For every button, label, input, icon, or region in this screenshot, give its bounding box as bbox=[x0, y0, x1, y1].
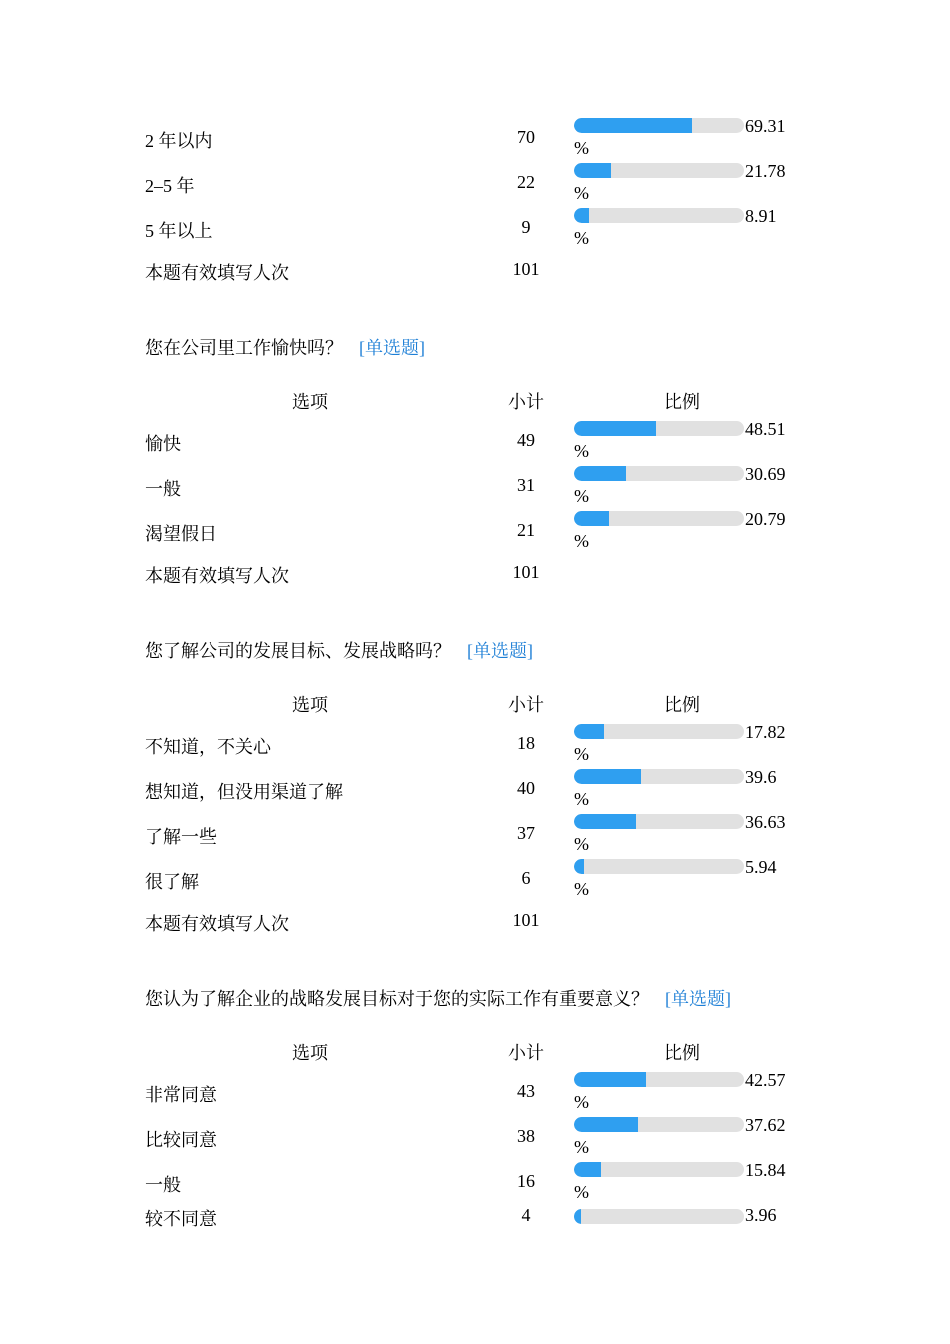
header-ratio: 比例 bbox=[664, 1043, 700, 1063]
ratio-bar bbox=[574, 1072, 744, 1087]
question-type-tag: [单选题] bbox=[467, 641, 533, 661]
header-option: 选项 bbox=[292, 695, 328, 715]
option-label: 了解一些 bbox=[145, 827, 217, 847]
percent-sign: % bbox=[574, 1137, 589, 1157]
percent-sign: % bbox=[574, 744, 589, 764]
option-label: 不知道，不关心 bbox=[145, 737, 271, 757]
q1-row-2 bbox=[0, 206, 950, 248]
percent-sign: % bbox=[574, 138, 589, 158]
option-label: 非常同意 bbox=[145, 1085, 217, 1105]
question-title bbox=[145, 637, 533, 663]
ratio-value: 69.31 bbox=[745, 116, 786, 136]
ratio-value: 17.82 bbox=[745, 722, 786, 742]
option-count: 22 bbox=[517, 172, 535, 192]
q3-row-3 bbox=[0, 857, 950, 899]
percent-sign: % bbox=[574, 1092, 589, 1112]
option-label: 2 年以内 bbox=[145, 131, 213, 151]
option-count: 37 bbox=[517, 823, 535, 843]
q4-row-1 bbox=[0, 1115, 950, 1157]
option-count: 9 bbox=[521, 217, 531, 237]
q4-row-3 bbox=[0, 1205, 950, 1235]
header-option: 选项 bbox=[292, 392, 328, 412]
ratio-value: 5.94 bbox=[745, 857, 777, 877]
ratio-bar-fill bbox=[574, 208, 589, 223]
ratio-bar bbox=[574, 769, 744, 784]
option-label: 一般 bbox=[145, 479, 181, 499]
ratio-value: 3.96 bbox=[745, 1205, 777, 1225]
option-count: 21 bbox=[517, 520, 535, 540]
option-label: 一般 bbox=[145, 1175, 181, 1195]
ratio-value: 48.51 bbox=[745, 419, 786, 439]
header-count: 小计 bbox=[508, 392, 544, 412]
option-count: 16 bbox=[517, 1171, 535, 1191]
ratio-bar-fill bbox=[574, 1162, 601, 1177]
ratio-bar bbox=[574, 1162, 744, 1177]
percent-sign: % bbox=[574, 486, 589, 506]
header-count: 小计 bbox=[508, 1043, 544, 1063]
question-type-tag: [单选题] bbox=[665, 989, 731, 1009]
ratio-bar-fill bbox=[574, 1209, 581, 1224]
option-label: 较不同意 bbox=[145, 1209, 217, 1229]
ratio-bar-fill bbox=[574, 814, 636, 829]
percent-sign: % bbox=[574, 183, 589, 203]
ratio-value: 30.69 bbox=[745, 464, 786, 484]
q1-row-1 bbox=[0, 161, 950, 203]
percent-sign: % bbox=[574, 879, 589, 899]
q3-total-row bbox=[0, 910, 950, 940]
header-count: 小计 bbox=[508, 695, 544, 715]
q4-row-2 bbox=[0, 1160, 950, 1202]
total-label: 本题有效填写人次 bbox=[145, 263, 289, 283]
q2-total-row bbox=[0, 562, 950, 592]
question-title bbox=[145, 985, 731, 1011]
ratio-value: 20.79 bbox=[745, 509, 786, 529]
option-count: 40 bbox=[517, 778, 535, 798]
ratio-bar bbox=[574, 814, 744, 829]
q2-row-0 bbox=[0, 419, 950, 461]
ratio-bar-fill bbox=[574, 511, 609, 526]
ratio-bar bbox=[574, 421, 744, 436]
total-label: 本题有效填写人次 bbox=[145, 914, 289, 934]
q1-total-row bbox=[0, 259, 950, 289]
ratio-bar-fill bbox=[574, 724, 604, 739]
total-count: 101 bbox=[512, 910, 540, 930]
ratio-value: 37.62 bbox=[745, 1115, 786, 1135]
total-count: 101 bbox=[512, 259, 540, 279]
ratio-value: 21.78 bbox=[745, 161, 786, 181]
question-text: 您在公司里工作愉快吗？ bbox=[145, 338, 343, 358]
total-label: 本题有效填写人次 bbox=[145, 566, 289, 586]
percent-sign: % bbox=[574, 531, 589, 551]
option-label: 很了解 bbox=[145, 872, 199, 892]
q2-row-1 bbox=[0, 464, 950, 506]
ratio-bar-fill bbox=[574, 421, 656, 436]
q4-row-0 bbox=[0, 1070, 950, 1112]
ratio-bar bbox=[574, 859, 744, 874]
ratio-bar-fill bbox=[574, 769, 641, 784]
option-label: 比较同意 bbox=[145, 1130, 217, 1150]
header-option: 选项 bbox=[292, 1043, 328, 1063]
percent-sign: % bbox=[574, 834, 589, 854]
ratio-bar bbox=[574, 163, 744, 178]
percent-sign: % bbox=[574, 789, 589, 809]
option-label: 渴望假日 bbox=[145, 524, 217, 544]
option-label: 5 年以上 bbox=[145, 221, 213, 241]
ratio-value: 39.6 bbox=[745, 767, 777, 787]
percent-sign: % bbox=[574, 441, 589, 461]
ratio-bar-fill bbox=[574, 1117, 638, 1132]
percent-sign: % bbox=[574, 1182, 589, 1202]
ratio-bar bbox=[574, 1117, 744, 1132]
ratio-value: 15.84 bbox=[745, 1160, 786, 1180]
percent-sign: % bbox=[574, 228, 589, 248]
ratio-value: 8.91 bbox=[745, 206, 777, 226]
q2-row-2 bbox=[0, 509, 950, 551]
q3-row-0 bbox=[0, 722, 950, 764]
ratio-bar-fill bbox=[574, 1072, 646, 1087]
question-type-tag: [单选题] bbox=[359, 338, 425, 358]
ratio-value: 42.57 bbox=[745, 1070, 786, 1090]
question-text: 您了解公司的发展目标、发展战略吗？ bbox=[145, 641, 451, 661]
header-ratio: 比例 bbox=[664, 392, 700, 412]
question-text: 您认为了解企业的战略发展目标对于您的实际工作有重要意义？ bbox=[145, 989, 649, 1009]
option-count: 70 bbox=[517, 127, 535, 147]
ratio-bar-fill bbox=[574, 466, 626, 481]
header-ratio: 比例 bbox=[664, 695, 700, 715]
ratio-bar bbox=[574, 724, 744, 739]
q3-row-1 bbox=[0, 767, 950, 809]
option-label: 愉快 bbox=[145, 434, 181, 454]
ratio-value: 36.63 bbox=[745, 812, 786, 832]
ratio-bar-fill bbox=[574, 859, 584, 874]
option-count: 31 bbox=[517, 475, 535, 495]
q1-row-0 bbox=[0, 116, 950, 158]
total-count: 101 bbox=[512, 562, 540, 582]
ratio-bar-fill bbox=[574, 163, 611, 178]
ratio-bar bbox=[574, 1209, 744, 1224]
ratio-bar-fill bbox=[574, 118, 692, 133]
ratio-bar bbox=[574, 511, 744, 526]
option-label: 想知道，但没用渠道了解 bbox=[145, 782, 343, 802]
question-title bbox=[145, 334, 425, 360]
q3-row-2 bbox=[0, 812, 950, 854]
option-count: 4 bbox=[521, 1205, 531, 1225]
option-count: 18 bbox=[517, 733, 535, 753]
option-label: 2–5 年 bbox=[145, 176, 195, 196]
option-count: 43 bbox=[517, 1081, 535, 1101]
ratio-bar bbox=[574, 208, 744, 223]
option-count: 49 bbox=[517, 430, 535, 450]
ratio-bar bbox=[574, 118, 744, 133]
option-count: 38 bbox=[517, 1126, 535, 1146]
ratio-bar bbox=[574, 466, 744, 481]
option-count: 6 bbox=[521, 868, 531, 888]
